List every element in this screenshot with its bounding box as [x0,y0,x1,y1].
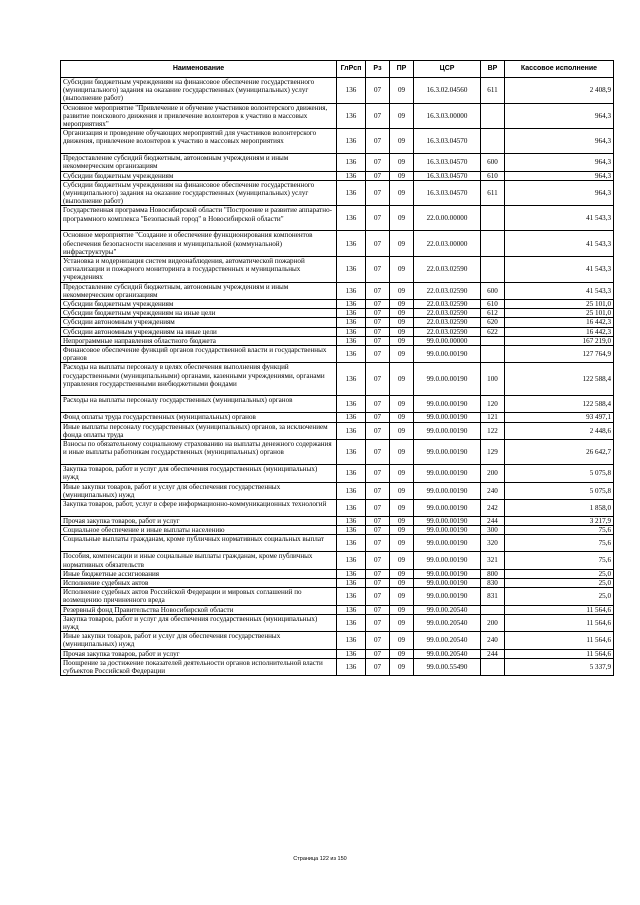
cell-glrsp: 136 [337,569,366,578]
cell-vr [481,206,505,231]
cell-amount: 75,6 [505,552,614,569]
cell-vr [481,231,505,257]
page-footer: Страница 122 из 150 [293,856,347,862]
table-row [61,552,614,569]
cell-csr: 22.0.03.02590 [414,300,481,309]
table-row [61,346,614,363]
cell-vr: 620 [481,318,505,327]
cell-amount: 11 564,6 [505,605,614,614]
table-row [61,300,614,309]
cell-name: Поощрение за достижение показателей деятельности органов исполнительной власти субъектов Российской Федерации [61,658,337,675]
cell-rz: 07 [366,346,390,363]
cell-name: Субсидии бюджетным учреждениям на иные цели [61,309,337,318]
cell-name: Непрограммные направления областного бюджета [61,336,337,345]
budget-table [60,60,614,676]
cell-pr: 09 [390,535,414,552]
cell-vr: 200 [481,465,505,482]
cell-amount: 3 217,9 [505,516,614,525]
cell-glrsp: 136 [337,257,366,283]
cell-name: Субсидии автономным учреждениям на иные цели [61,327,337,336]
cell-vr: 612 [481,309,505,318]
cell-amount: 11 564,6 [505,632,614,649]
cell-name: Субсидии бюджетным учреждениям на финансовое обеспечение государственного (муниципального) задания на оказание государственных (муниципальных) услуг (выполнение работ) [61,78,337,104]
cell-amount: 2 448,6 [505,422,614,439]
table-row [61,396,614,413]
cell-csr: 22.0.03.02590 [414,282,481,299]
cell-csr: 16.3.03.04570 [414,171,481,180]
cell-glrsp: 136 [337,346,366,363]
cell-glrsp: 136 [337,363,366,396]
cell-rz: 07 [366,180,390,206]
cell-pr: 09 [390,318,414,327]
cell-amount: 964,3 [505,171,614,180]
cell-rz: 07 [366,336,390,345]
cell-rz: 07 [366,396,390,413]
cell-csr: 99.0.00.00190 [414,499,481,516]
cell-pr: 09 [390,336,414,345]
cell-name: Закупка товаров, работ, услуг в сфере информационно-коммуникационных технологий [61,499,337,516]
cell-csr: 22.0.03.02590 [414,309,481,318]
table-row [61,569,614,578]
cell-name: Социальные выплаты гражданам, кроме публичных нормативных социальных выплат [61,535,337,552]
table-row [61,649,614,658]
cell-name: Взносы по обязательному социальному страхованию на выплаты денежного содержания и иные выплаты работникам государственных (муниципальных) органов [61,440,337,465]
cell-csr: 99.0.00.00190 [414,346,481,363]
cell-rz: 07 [366,171,390,180]
cell-pr: 09 [390,129,414,154]
cell-vr: 100 [481,363,505,396]
cell-pr: 09 [390,569,414,578]
cell-amount: 25,0 [505,588,614,605]
cell-vr: 611 [481,180,505,206]
cell-glrsp: 136 [337,516,366,525]
cell-csr: 99.0.00.00000 [414,336,481,345]
cell-glrsp: 136 [337,318,366,327]
cell-rz: 07 [366,231,390,257]
cell-name: Иные закупки товаров, работ и услуг для обеспечения государственных (муниципальных) нужд [61,482,337,499]
cell-pr: 09 [390,309,414,318]
cell-glrsp: 136 [337,422,366,439]
cell-glrsp: 136 [337,578,366,587]
cell-rz: 07 [366,482,390,499]
cell-pr: 09 [390,154,414,171]
cell-pr: 09 [390,171,414,180]
header-pr: ПР [390,61,414,78]
cell-vr: 244 [481,516,505,525]
cell-name: Субсидии бюджетным учреждениям [61,171,337,180]
cell-amount: 964,3 [505,129,614,154]
cell-amount: 41 543,3 [505,206,614,231]
cell-pr: 09 [390,180,414,206]
table-row [61,516,614,525]
cell-name: Иные бюджетные ассигнования [61,569,337,578]
table-row [61,482,614,499]
cell-amount: 75,6 [505,535,614,552]
table-row [61,180,614,206]
cell-vr: 830 [481,578,505,587]
table-row [61,578,614,587]
table-row [61,231,614,257]
cell-glrsp: 136 [337,282,366,299]
cell-glrsp: 136 [337,482,366,499]
cell-pr: 09 [390,658,414,675]
cell-name: Резервный фонд Правительства Новосибирской области [61,605,337,614]
cell-glrsp: 136 [337,129,366,154]
cell-rz: 07 [366,499,390,516]
table-row [61,605,614,614]
cell-pr: 09 [390,257,414,283]
cell-vr [481,658,505,675]
cell-vr: 242 [481,499,505,516]
cell-pr: 09 [390,396,414,413]
table-row [61,257,614,283]
cell-name: Иные закупки товаров, работ и услуг для обеспечения государственных (муниципальных) нужд [61,632,337,649]
cell-pr: 09 [390,482,414,499]
cell-amount: 964,3 [505,154,614,171]
cell-vr: 121 [481,413,505,422]
cell-csr: 99.0.00.00190 [414,422,481,439]
cell-vr: 320 [481,535,505,552]
cell-rz: 07 [366,413,390,422]
cell-glrsp: 136 [337,300,366,309]
cell-amount: 26 642,7 [505,440,614,465]
table-row [61,336,614,345]
table-row [61,309,614,318]
cell-csr: 99.0.00.00190 [414,588,481,605]
cell-csr: 22.0.03.02590 [414,327,481,336]
cell-rz: 07 [366,658,390,675]
cell-rz: 07 [366,309,390,318]
cell-vr: 600 [481,154,505,171]
cell-rz: 07 [366,318,390,327]
cell-amount: 93 497,1 [505,413,614,422]
cell-rz: 07 [366,129,390,154]
cell-rz: 07 [366,649,390,658]
cell-csr: 99.0.00.55490 [414,658,481,675]
cell-rz: 07 [366,257,390,283]
cell-vr: 244 [481,649,505,658]
cell-vr: 321 [481,552,505,569]
cell-csr: 99.0.00.00190 [414,363,481,396]
cell-csr: 16.3.03.04570 [414,154,481,171]
cell-pr: 09 [390,282,414,299]
cell-vr: 240 [481,482,505,499]
cell-pr: 09 [390,231,414,257]
table-row [61,422,614,439]
cell-csr: 16.3.02.04560 [414,78,481,104]
cell-csr: 99.0.00.20540 [414,649,481,658]
table-body [61,78,614,676]
cell-pr: 09 [390,649,414,658]
cell-pr: 09 [390,346,414,363]
cell-pr: 09 [390,78,414,104]
cell-vr: 120 [481,396,505,413]
cell-csr: 99.0.00.00190 [414,413,481,422]
cell-rz: 07 [366,363,390,396]
cell-rz: 07 [366,526,390,535]
cell-glrsp: 136 [337,206,366,231]
cell-pr: 09 [390,614,414,631]
cell-csr: 16.3.03.04570 [414,180,481,206]
cell-csr: 16.3.03.04570 [414,129,481,154]
cell-pr: 09 [390,465,414,482]
cell-pr: 09 [390,605,414,614]
cell-amount: 1 858,0 [505,499,614,516]
cell-pr: 09 [390,578,414,587]
cell-glrsp: 136 [337,614,366,631]
cell-glrsp: 136 [337,336,366,345]
header-name: Наименование [61,61,337,78]
table-header-row [61,61,614,78]
cell-amount: 41 543,3 [505,282,614,299]
header-rz: Рз [366,61,390,78]
cell-vr: 300 [481,526,505,535]
cell-vr: 831 [481,588,505,605]
table-row [61,129,614,154]
table-row [61,363,614,396]
cell-amount: 122 588,4 [505,363,614,396]
cell-glrsp: 136 [337,154,366,171]
table-row [61,535,614,552]
cell-pr: 09 [390,552,414,569]
cell-glrsp: 136 [337,649,366,658]
table-row [61,440,614,465]
table-row [61,318,614,327]
cell-amount: 5 075,8 [505,465,614,482]
table-row [61,499,614,516]
cell-rz: 07 [366,535,390,552]
cell-csr: 99.0.00.00190 [414,552,481,569]
cell-pr: 09 [390,206,414,231]
cell-name: Расходы на выплаты персоналу в целях обеспечения выполнения функций государственными (муниципальными) органами, казенными учреждениями, органами управления государственными внебюджетными фондами [61,363,337,396]
table-row [61,588,614,605]
cell-amount: 5 075,8 [505,482,614,499]
cell-name: Субсидии бюджетным учреждениям [61,300,337,309]
cell-amount: 41 543,3 [505,257,614,283]
cell-amount: 25 101,0 [505,309,614,318]
cell-vr [481,129,505,154]
cell-csr: 16.3.03.00000 [414,103,481,129]
cell-rz: 07 [366,282,390,299]
cell-glrsp: 136 [337,552,366,569]
cell-csr: 99.0.00.20540 [414,632,481,649]
cell-vr: 240 [481,632,505,649]
cell-amount: 5 337,9 [505,658,614,675]
cell-amount: 964,3 [505,180,614,206]
cell-csr: 99.0.00.00190 [414,526,481,535]
cell-glrsp: 136 [337,632,366,649]
cell-name: Организация и проведение обучающих мероприятий для участников волонтерского движения, привлечение волонтеров к участию в массовых мероприятиях [61,129,337,154]
table-row [61,78,614,104]
cell-vr: 200 [481,614,505,631]
cell-vr [481,336,505,345]
cell-rz: 07 [366,588,390,605]
cell-glrsp: 136 [337,440,366,465]
cell-amount: 16 442,3 [505,327,614,336]
cell-name: Закупка товаров, работ и услуг для обеспечения государственных (муниципальных) нужд [61,465,337,482]
cell-amount: 127 764,9 [505,346,614,363]
cell-glrsp: 136 [337,413,366,422]
cell-csr: 99.0.00.00190 [414,465,481,482]
cell-glrsp: 136 [337,658,366,675]
cell-rz: 07 [366,78,390,104]
cell-pr: 09 [390,422,414,439]
cell-csr: 99.0.00.00190 [414,440,481,465]
table-row [61,154,614,171]
header-vr: ВР [481,61,505,78]
table-row [61,103,614,129]
cell-name: Государственная программа Новосибирской области "Построение и развитие аппаратно-программного комплекса "Безопасный город" в Новосибирской области" [61,206,337,231]
cell-name: Основное мероприятие "Привлечение и обучение участников волонтерского движения, развитие поискового движения и привлечение волонтеров к участию в массовых мероприятиях" [61,103,337,129]
cell-csr: 22.0.03.00000 [414,231,481,257]
cell-csr: 99.0.00.00190 [414,482,481,499]
cell-amount: 11 564,6 [505,614,614,631]
cell-glrsp: 136 [337,535,366,552]
cell-vr: 610 [481,171,505,180]
cell-name: Финансовое обеспечение функций органов государственной власти и государственных органов [61,346,337,363]
cell-vr: 122 [481,422,505,439]
table-row [61,614,614,631]
cell-rz: 07 [366,516,390,525]
cell-rz: 07 [366,605,390,614]
cell-name: Исполнение судебных актов Российской Федерации и мировых соглашений по возмещению причиненного вреда [61,588,337,605]
cell-csr: 99.0.00.20540 [414,614,481,631]
cell-pr: 09 [390,103,414,129]
cell-pr: 09 [390,300,414,309]
cell-amount: 11 564,6 [505,649,614,658]
cell-name: Закупка товаров, работ и услуг для обеспечения государственных (муниципальных) нужд [61,614,337,631]
cell-rz: 07 [366,440,390,465]
cell-csr: 99.0.00.00190 [414,516,481,525]
cell-csr: 99.0.00.00190 [414,578,481,587]
cell-name: Субсидии автономным учреждениям [61,318,337,327]
cell-vr: 600 [481,282,505,299]
cell-vr: 129 [481,440,505,465]
cell-pr: 09 [390,440,414,465]
cell-glrsp: 136 [337,588,366,605]
cell-amount: 25,0 [505,569,614,578]
cell-glrsp: 136 [337,605,366,614]
cell-vr: 610 [481,300,505,309]
cell-pr: 09 [390,499,414,516]
cell-vr [481,605,505,614]
cell-glrsp: 136 [337,526,366,535]
cell-rz: 07 [366,614,390,631]
cell-name: Пособия, компенсации и иные социальные выплаты гражданам, кроме публичных нормативных обязательств [61,552,337,569]
cell-name: Установка и модернизация систем видеонаблюдения, автоматической пожарной сигнализации и пожарного мониторинга в государственных и муниципальных учреждениях [61,257,337,283]
cell-pr: 09 [390,516,414,525]
cell-glrsp: 136 [337,180,366,206]
cell-csr: 22.0.00.00000 [414,206,481,231]
cell-amount: 122 588,4 [505,396,614,413]
cell-vr [481,257,505,283]
cell-glrsp: 136 [337,309,366,318]
table-row [61,206,614,231]
header-amount: Кассовое исполнение [505,61,614,78]
cell-amount: 167 219,0 [505,336,614,345]
cell-name: Расходы на выплаты персоналу государственных (муниципальных) органов [61,396,337,413]
cell-amount: 41 543,3 [505,231,614,257]
table-row [61,171,614,180]
cell-vr: 622 [481,327,505,336]
table-row [61,282,614,299]
cell-name: Прочая закупка товаров, работ и услуг [61,516,337,525]
table-row [61,526,614,535]
cell-rz: 07 [366,465,390,482]
cell-csr: 99.0.00.00190 [414,569,481,578]
cell-name: Фонд оплаты труда государственных (муниципальных) органов [61,413,337,422]
cell-rz: 07 [366,632,390,649]
cell-glrsp: 136 [337,396,366,413]
cell-pr: 09 [390,413,414,422]
cell-amount: 25 101,0 [505,300,614,309]
cell-rz: 07 [366,300,390,309]
cell-rz: 07 [366,552,390,569]
cell-glrsp: 136 [337,78,366,104]
table-row [61,632,614,649]
cell-amount: 25,0 [505,578,614,587]
cell-csr: 22.0.03.02590 [414,257,481,283]
cell-glrsp: 136 [337,327,366,336]
cell-name: Предоставление субсидий бюджетным, автономным учреждениям и иным некоммерческим организациям [61,282,337,299]
cell-rz: 07 [366,154,390,171]
cell-rz: 07 [366,103,390,129]
cell-csr: 99.0.00.00190 [414,535,481,552]
header-csr: ЦСР [414,61,481,78]
cell-amount: 75,6 [505,526,614,535]
cell-glrsp: 136 [337,465,366,482]
cell-amount: 964,3 [505,103,614,129]
cell-csr: 99.0.00.00190 [414,396,481,413]
cell-rz: 07 [366,327,390,336]
table-row [61,413,614,422]
cell-pr: 09 [390,632,414,649]
table-row [61,327,614,336]
cell-csr: 99.0.00.20540 [414,605,481,614]
cell-rz: 07 [366,206,390,231]
cell-amount: 2 408,9 [505,78,614,104]
cell-name: Иные выплаты персоналу государственных (муниципальных) органов, за исключением фонда оплаты труда [61,422,337,439]
cell-rz: 07 [366,569,390,578]
cell-pr: 09 [390,526,414,535]
cell-pr: 09 [390,588,414,605]
cell-csr: 22.0.03.02590 [414,318,481,327]
cell-vr [481,103,505,129]
cell-vr: 800 [481,569,505,578]
header-glrsp: ГлРсп [337,61,366,78]
cell-name: Исполнение судебных актов [61,578,337,587]
cell-pr: 09 [390,327,414,336]
cell-name: Предоставление субсидий бюджетным, автономным учреждениям и иным некоммерческим организациям [61,154,337,171]
cell-vr [481,346,505,363]
cell-glrsp: 136 [337,499,366,516]
cell-pr: 09 [390,363,414,396]
cell-rz: 07 [366,578,390,587]
cell-vr: 611 [481,78,505,104]
cell-name: Прочая закупка товаров, работ и услуг [61,649,337,658]
table-row [61,465,614,482]
cell-name: Субсидии бюджетным учреждениям на финансовое обеспечение государственного (муниципального) задания на оказание государственных (муниципальных) услуг (выполнение работ) [61,180,337,206]
cell-name: Социальное обеспечение и иные выплаты населению [61,526,337,535]
cell-name: Основное мероприятие "Создание и обеспечение функционирования компонентов обеспечения безопасности населения и муниципальной (коммунальной) инфраструктуры" [61,231,337,257]
cell-glrsp: 136 [337,103,366,129]
cell-glrsp: 136 [337,171,366,180]
cell-amount: 16 442,3 [505,318,614,327]
cell-rz: 07 [366,422,390,439]
cell-glrsp: 136 [337,231,366,257]
table-row [61,658,614,675]
